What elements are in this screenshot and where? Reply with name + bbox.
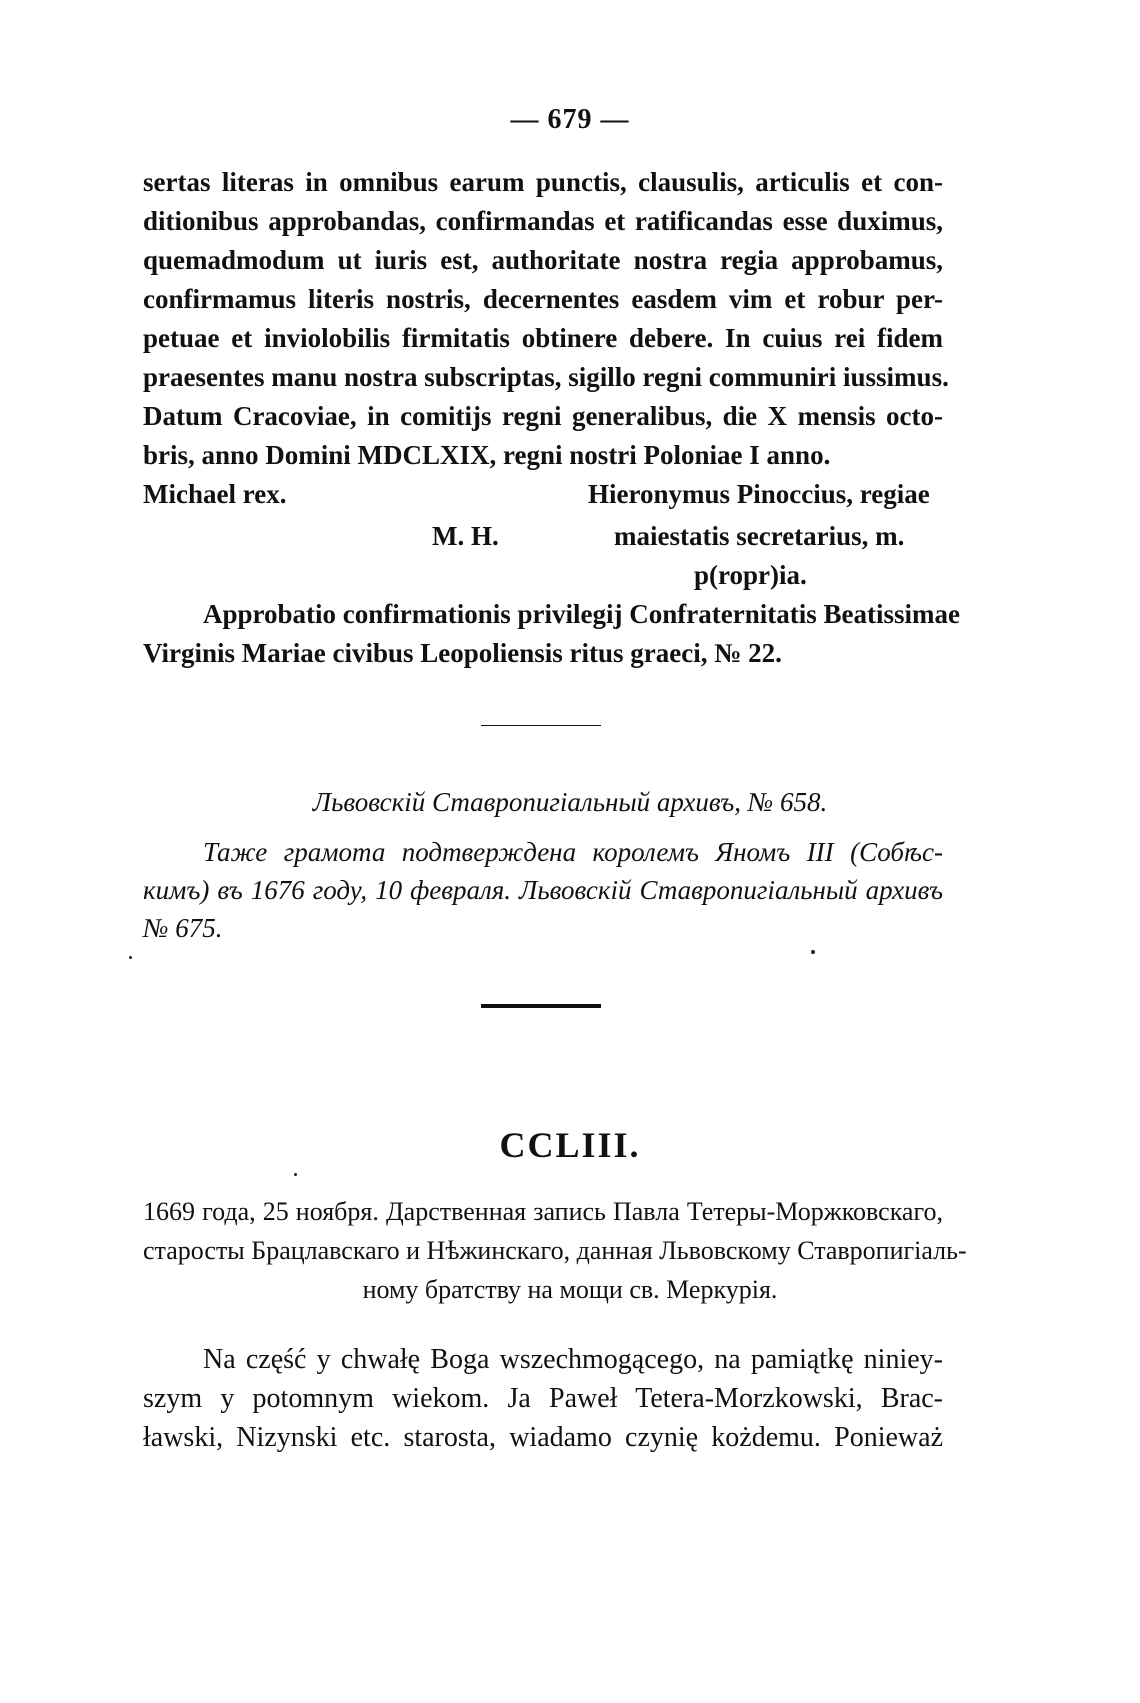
print-speck	[129, 956, 132, 959]
document-header-line-2: старосты Брацлавскаго и Нѣжинскаго, данная Львовскому Ставропигіаль-	[143, 1236, 967, 1265]
monogram: M. H.	[432, 521, 499, 551]
king-signature: Michael rex.	[143, 479, 287, 509]
latin-last-line: bris, anno Domini MDCLXIX, regni nostri Poloniae I anno.	[143, 440, 831, 470]
latin-line: confirmamus literis nostris, decernentes easdem vim et robur per-	[143, 284, 943, 314]
archive-note-line-3: № 675.	[143, 913, 223, 943]
secretary-signature-line-2: maiestatis secretarius, m.	[614, 521, 905, 551]
polish-line-1: Na część y chwałę Boga wszechmogącego, na pamiątkę niniey-	[203, 1344, 943, 1375]
approbatio-line-2: Virginis Mariae civibus Leopoliensis ritus graeci, № 22.	[143, 638, 782, 668]
section-divider	[481, 725, 601, 726]
document-header-line-1: 1669 года, 25 ноября. Дарственная запись Павла Тетеры-Моржковскаго,	[143, 1197, 943, 1226]
polish-line-2: szym y potomnym wiekom. Ja Paweł Tetera-Morzkowski, Brac-	[143, 1383, 943, 1414]
print-speck	[811, 950, 815, 954]
page-number: — 679 —	[510, 104, 630, 135]
latin-line: Datum Cracoviae, in comitijs regni generalibus, die X mensis octo-	[143, 401, 943, 431]
print-speck	[294, 1173, 297, 1176]
document-number: CCLIII.	[499, 1125, 641, 1165]
section-divider-thick	[481, 1004, 601, 1008]
secretary-signature-line-3: p(ropr)ia.	[694, 560, 807, 590]
latin-line: quemadmodum ut iuris est, authoritate nostra regia approbamus,	[143, 245, 943, 275]
latin-line: sertas literas in omnibus earum punctis, clausulis, articulis et con-	[143, 167, 943, 197]
approbatio-line-1: Approbatio confirmationis privilegij Confraternitatis Beatissimae	[203, 599, 960, 629]
archive-note-line-1: Таже грамота подтверждена королемъ Яномъ III (Собѣс-	[203, 837, 943, 867]
archive-note-line-2: кимъ) въ 1676 году, 10 февраля. Львовскій Ставропигіальный архивъ	[143, 875, 943, 905]
latin-line: petuae et inviolobilis firmitatis obtinere debere. In cuius rei fidem	[143, 323, 943, 353]
latin-line: ditionibus approbandas, confirmandas et ratificandas esse duximus,	[143, 206, 943, 236]
secretary-signature-line-1: Hieronymus Pinoccius, regiae	[588, 479, 930, 509]
document-header-line-3: ному братству на мощи св. Меркурія.	[362, 1275, 778, 1304]
latin-line: praesentes manu nostra subscriptas, sigillo regni communiri iussimus.	[143, 362, 949, 392]
archive-source: Львовскій Ставропигіальный архивъ, № 658.	[312, 787, 828, 817]
polish-line-3: ławski, Nizynski etc. starosta, wiadamo czynię kożdemu. Ponieważ	[143, 1422, 943, 1453]
